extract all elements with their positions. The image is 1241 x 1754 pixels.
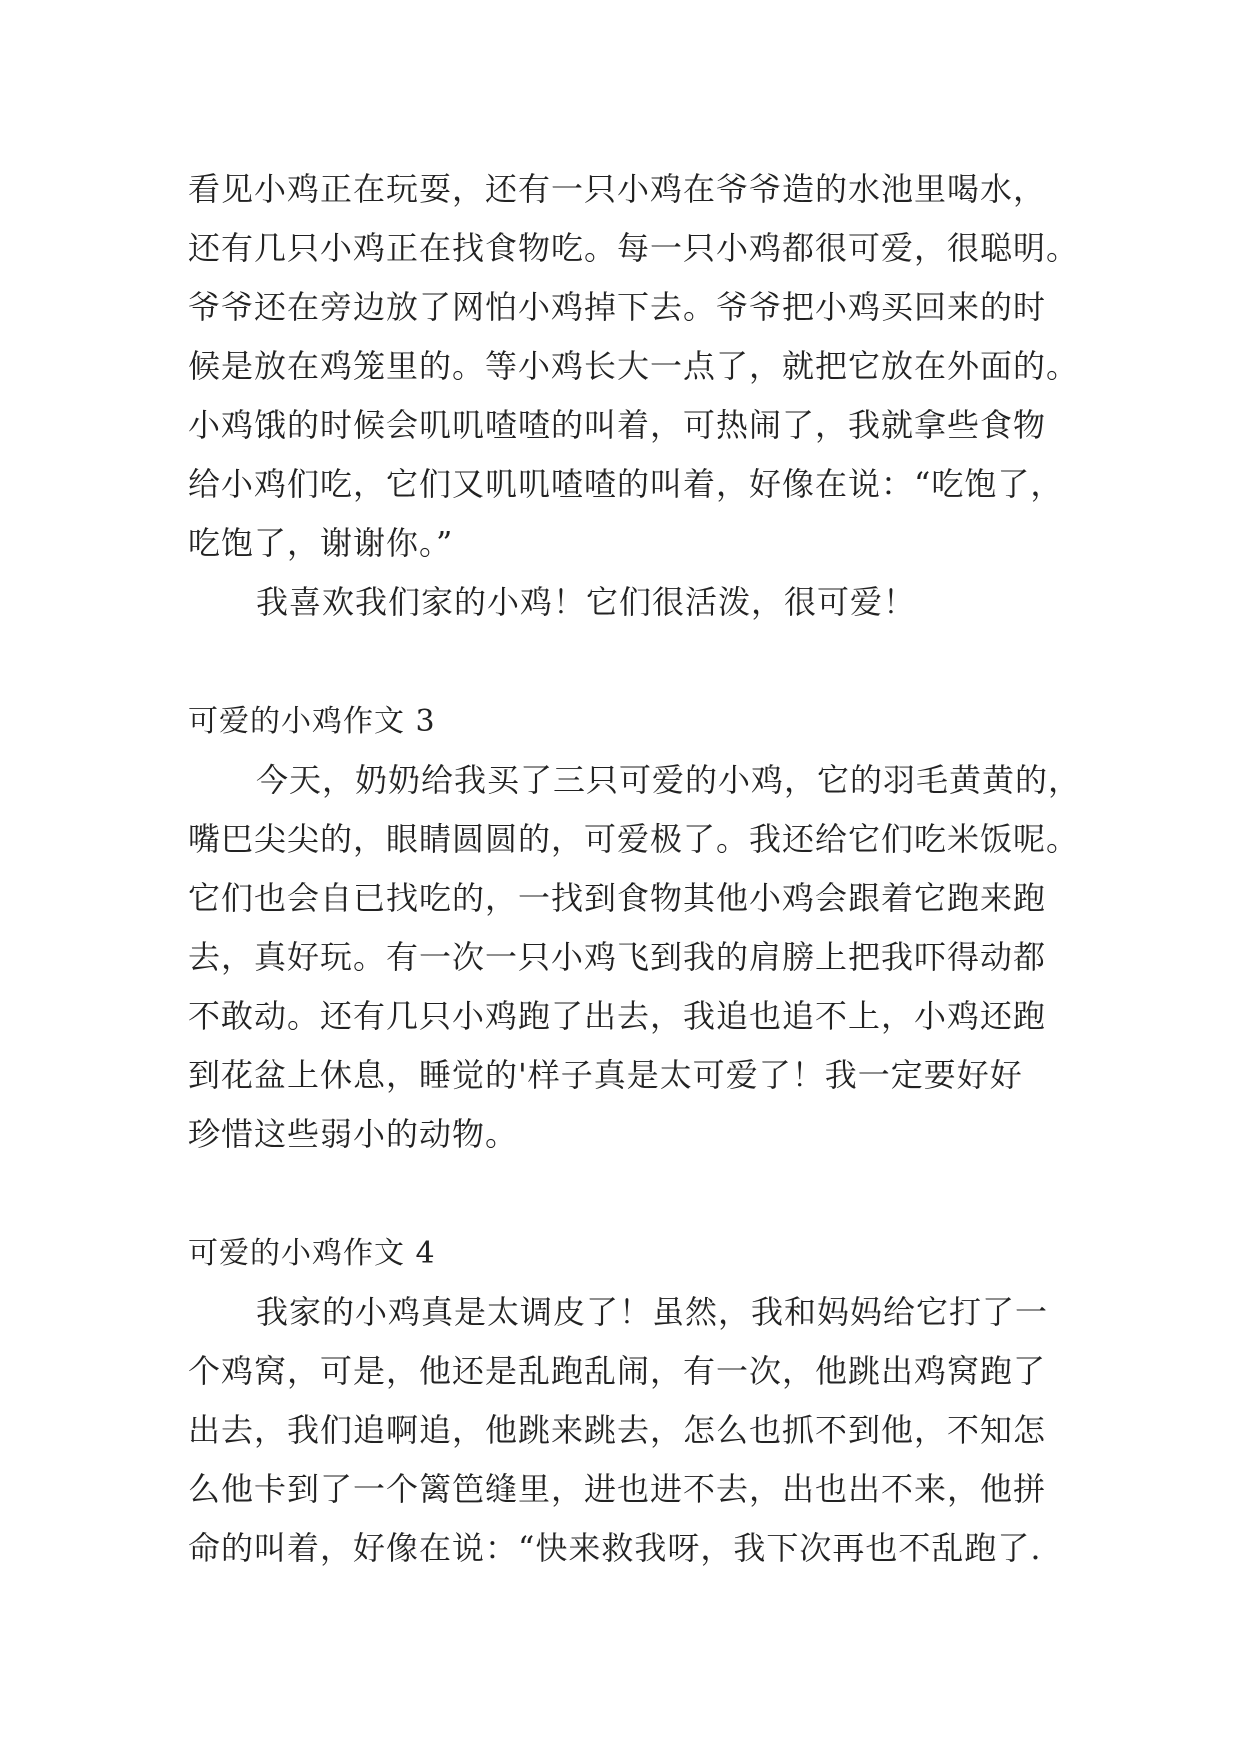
paragraph-line: 不敢动。还有几只小鸡跑了出去，我追也追不上，小鸡还跑 (188, 997, 1047, 1035)
paragraph-line: 候是放在鸡笼里的。等小鸡长大一点了，就把它放在外面的。 (188, 347, 1080, 385)
paragraph-line: 爷爷还在旁边放了网怕小鸡掉下去。爷爷把小鸡买回来的时 (188, 288, 1047, 326)
paragraph-line: 它们也会自已找吃的，一找到食物其他小鸡会跟着它跑来跑 (188, 879, 1047, 917)
paragraph-line: 么他卡到了一个篱笆缝里，进也进不去，出也出不来，他拼 (188, 1470, 1047, 1508)
paragraph-line: 给小鸡们吃，它们又叽叽喳喳的叫着，好像在说：“吃饱了， (188, 465, 1064, 503)
paragraph-line: 看见小鸡正在玩耍，还有一只小鸡在爷爷造的水池里喝水， (188, 170, 1047, 208)
paragraph-line: 个鸡窝，可是，他还是乱跑乱闹，有一次，他跳出鸡窝跑了 (188, 1352, 1047, 1390)
paragraph-line: 今天，奶奶给我买了三只可爱的小鸡，它的羽毛黄黄的， (256, 761, 1082, 799)
closing-paragraph: 我喜欢我们家的小鸡！它们很活泼，很可爱！ (256, 583, 917, 621)
document-body (188, 160, 1082, 1578)
paragraph-line: 小鸡饿的时候会叽叽喳喳的叫着，可热闹了，我就拿些食物 (188, 406, 1047, 444)
essay-3-title: 可爱的小鸡作文 3 (188, 704, 436, 739)
paragraph-line: 去，真好玩。有一次一只小鸡飞到我的肩膀上把我吓得动都 (188, 938, 1047, 976)
paragraph-line: 珍惜这些弱小的动物。 (188, 1115, 519, 1153)
paragraph-line: 我家的小鸡真是太调皮了！虽然，我和妈妈给它打了一 (256, 1293, 1049, 1331)
paragraph-line: 嘴巴尖尖的，眼睛圆圆的，可爱极了。我还给它们吃米饭呢。 (188, 820, 1080, 858)
section-spacer (188, 1164, 1058, 1224)
paragraph-line: 命的叫着，好像在说：“快来救我呀，我下次再也不乱跑了. (188, 1529, 1042, 1567)
essay-4-title: 可爱的小鸡作文 4 (188, 1236, 436, 1271)
essay-3 (188, 692, 1082, 1164)
essay-4 (188, 1224, 1058, 1578)
section-spacer (188, 632, 1058, 692)
paragraph-line: 还有几只小鸡正在找食物吃。每一只小鸡都很可爱，很聪明。 (188, 229, 1080, 267)
paragraph-line: 到花盆上休息，睡觉的'样子真是太可爱了！我一定要好好 (188, 1056, 1023, 1094)
paragraph-line: 吃饱了，谢谢你。” (188, 524, 454, 562)
essay-2-continuation (188, 160, 1080, 632)
paragraph-line: 出去，我们追啊追，他跳来跳去，怎么也抓不到他，不知怎 (188, 1411, 1047, 1449)
